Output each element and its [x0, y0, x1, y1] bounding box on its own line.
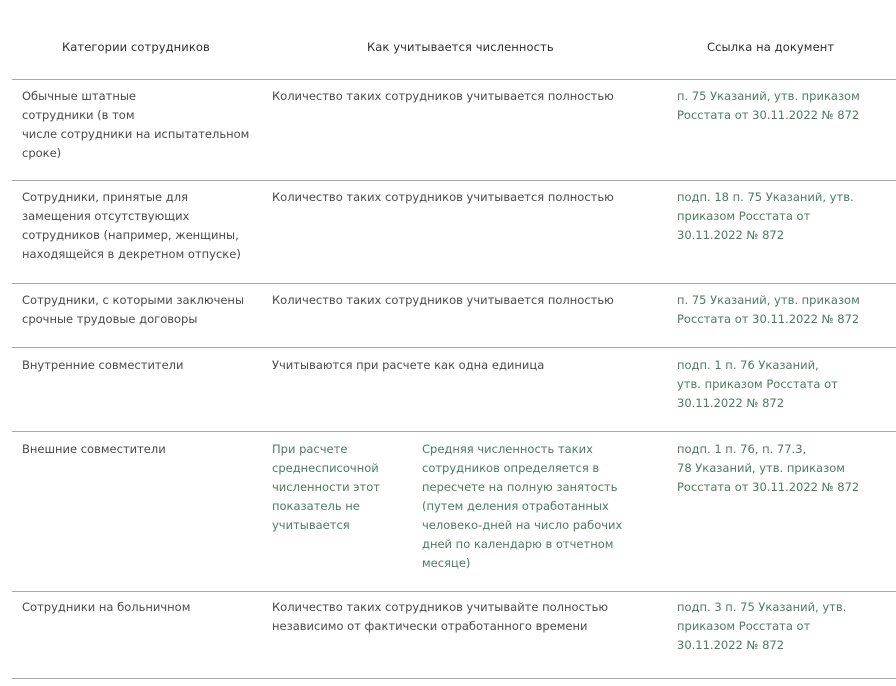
divider: [12, 678, 896, 679]
doc-link[interactable]: п. 75 Указаний, утв. приказом Росстата от 30.11.2022 № 872: [677, 293, 860, 326]
divider: [12, 431, 896, 432]
divider: [12, 283, 896, 284]
header-category: Категории сотрудников: [62, 40, 210, 54]
doc-link[interactable]: подп. 3 п. 75 Указаний, утв. приказом Росстата от 30.11.2022 № 872: [677, 600, 847, 652]
how-counted-cell: Количество таких сотрудников учитывается полностью: [272, 293, 614, 307]
category-cell: Сотрудники, принятые для замещения отсутствующих сотрудников (например, женщины, находящейся в декретном отпуске): [22, 190, 241, 261]
doc-link[interactable]: подп. 1 п. 76, п. 77.3, 78 Указаний, утв. приказом Росстата от 30.11.2022 № 872: [677, 442, 860, 494]
divider: [12, 591, 896, 592]
category-cell: Сотрудники на больничном: [22, 600, 191, 614]
divider: [12, 347, 896, 348]
how-counted-cell: Количество таких сотрудников учитывается полностью: [272, 89, 614, 103]
header-how-counted: Как учитывается численность: [367, 40, 554, 54]
category-cell: Сотрудники, с которыми заключены срочные трудовые договоры: [22, 293, 245, 326]
how-counted-cell: Учитываются при расчете как одна единица: [272, 358, 545, 372]
how-counted-cell: Количество таких сотрудников учитывайте полностью независимо от фактически отработанного времени: [272, 600, 609, 633]
divider: [12, 79, 896, 80]
how-counted-detail-cell: Средняя численность таких сотрудников определяется в пересчете на полную занятость (путем деления отработанных человеко-дней на число рабочих дней по календарю в отчетном месяце): [422, 442, 623, 570]
doc-link[interactable]: подп. 18 п. 75 Указаний, утв. приказом Росстата от 30.11.2022 № 872: [677, 190, 854, 242]
category-cell: Внутренние совместители: [22, 358, 184, 372]
how-counted-cell: При расчете среднесписочной численности этот показатель не учитывается: [272, 442, 380, 532]
doc-link[interactable]: п. 75 Указаний, утв. приказом Росстата от 30.11.2022 № 872: [677, 89, 860, 122]
category-cell: Внешние совместители: [22, 442, 166, 456]
category-cell: Обычные штатные сотрудники (в том числе сотрудники на испытательном сроке): [22, 89, 250, 160]
how-counted-cell: Количество таких сотрудников учитывается полностью: [272, 190, 614, 204]
doc-link[interactable]: подп. 1 п. 76 Указаний, утв. приказом Росстата от 30.11.2022 № 872: [677, 358, 838, 410]
divider: [12, 180, 896, 181]
header-doc-link: Ссылка на документ: [707, 40, 835, 54]
